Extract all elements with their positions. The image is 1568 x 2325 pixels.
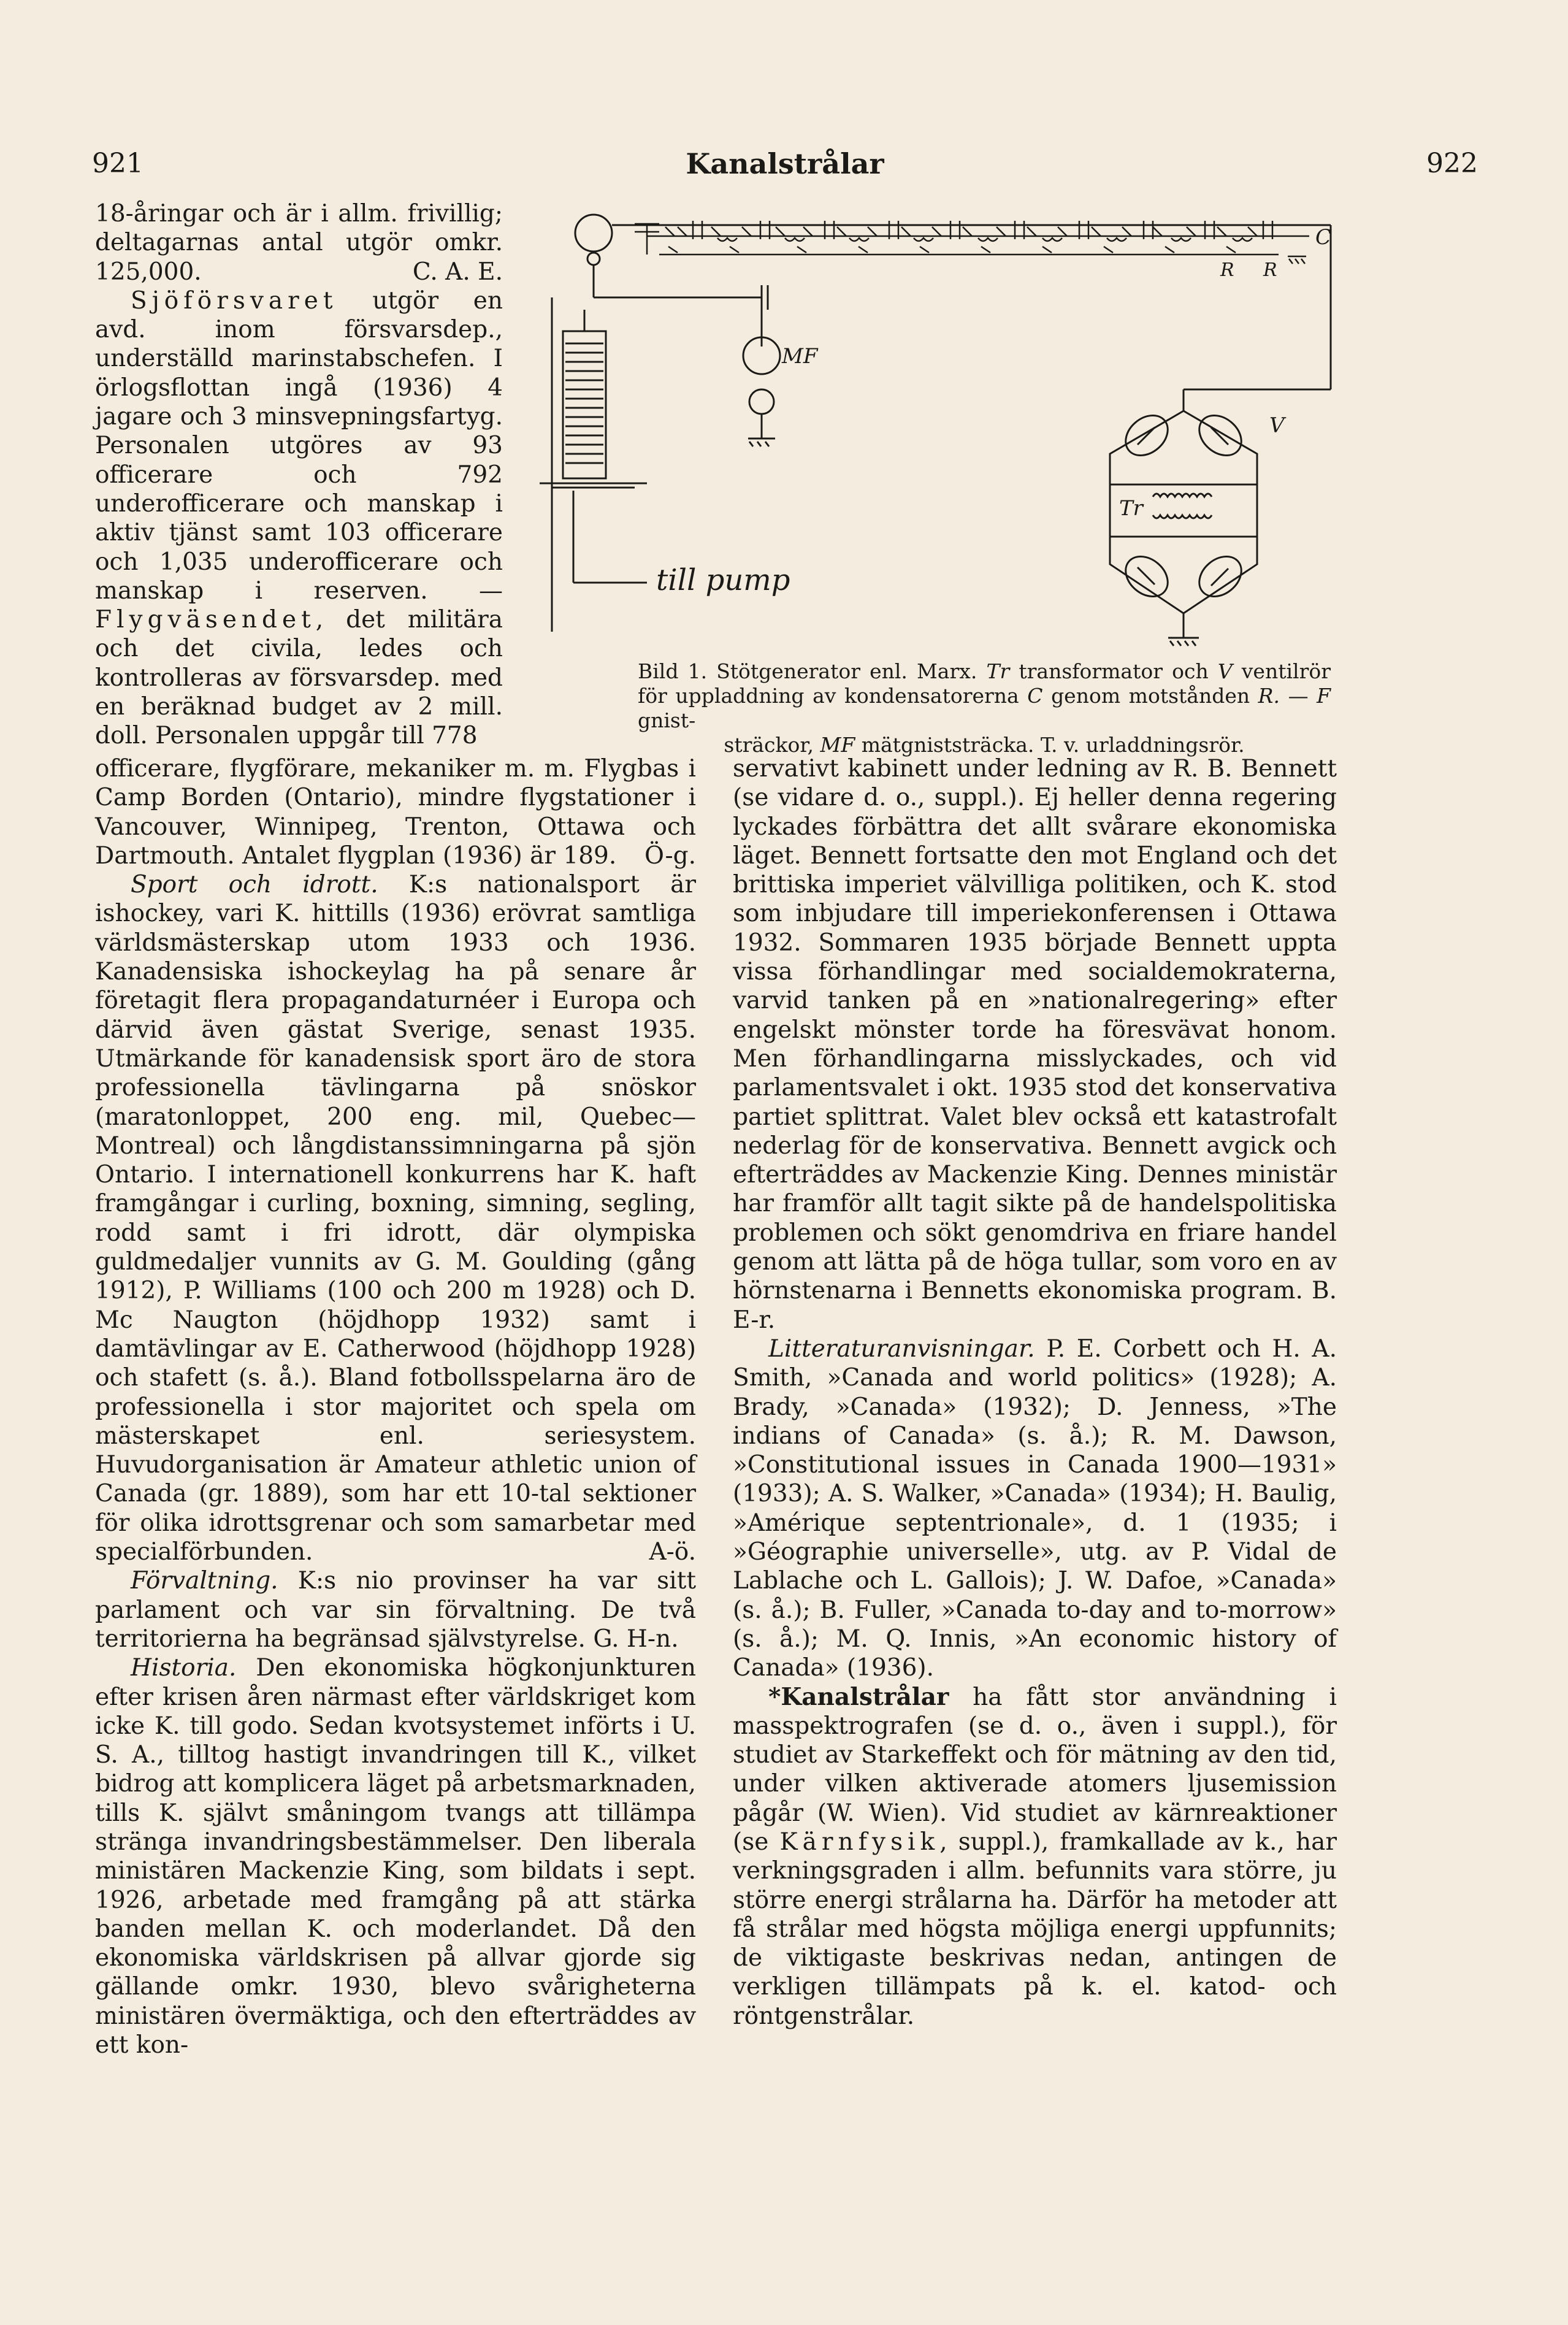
circuit-diagram xyxy=(540,190,1337,668)
text: , suppl.), framkallade av k., har verkningsgraden i allm. befunnits vara större, ju större energi strålarna ha. Därför ha metoder att få strålar med högsta möjliga energi uppfunnits; de viktigaste beskrivas nedan, antingen de verkligen tillämpats på k. el. katod- och röntgenstrålar. xyxy=(733,1828,1337,2030)
section-heading: Sport och idrott. xyxy=(131,871,378,899)
caption-abbr: V xyxy=(1217,659,1233,683)
left-column-main xyxy=(95,754,696,2059)
section-heading: Litteraturanvisningar. xyxy=(768,1335,1035,1363)
caption-text: ventilrör för uppladdning av kondensatorerna xyxy=(638,659,1331,708)
section-heading: Förvaltning. xyxy=(131,1567,278,1595)
paragraph-sport xyxy=(95,870,696,1566)
text: K:s nationalsport är ishockey, vari K. hittills (1936) erövrat samtliga världsmästerskap utom 1933 och 1936. Kanadensiska ishockeylag ha på senare år företagit flera propagandaturnéer i Europa och därvid även gästat Sverige, senast 1935. Utmärkande för kanadensisk sport äro de stora professionella tävlingarna på snöskor (maratonloppet, 200 eng. mil, Quebec—Montreal) och långdistanssimningarna på sjön Ontario. I internationell konkurrens har K. haft framgångar i curling, boxning, simning, segling, rodd samt i fri idrott, där olympiska guldmedaljer vunnits av G. M. Goulding (gång 1912), P. Williams (100 och 200 m 1928) och D. Mc Naugton (höjdhopp 1932) samt i damtävlingar av E. Catherwood (höjdhopp 1928) och stafett (s. å.). Bland fotbollsspelarna äro de professionella i stor majoritet och spela om mästerskapet enl. seriesystem. Huvudorganisation är Amateur athletic union of Canada (gr. 1889), som har ett 10-tal sektioner för olika idrottsgrenar och som samarbetar med specialförbunden. xyxy=(95,871,696,1566)
paragraph xyxy=(733,754,1337,1335)
text: K:s nio provinser ha var sitt parlament och var sin förvaltning. De två territorierna ha begränsad självstyrelse. G. H-n. xyxy=(95,1567,696,1653)
paragraph-forvaltning xyxy=(95,1566,696,1653)
terminal-circle xyxy=(575,215,612,251)
caption-abbr: C xyxy=(1027,684,1043,708)
paragraph-kanalstralar xyxy=(733,1683,1337,2031)
caption-text: mätgniststräcka. T. v. urladdningsrör. xyxy=(861,733,1245,757)
text: officerare, flygförare, mekaniker m. m. Flygbas i Camp Borden (Ontario), mindre flygstationer i Vancouver, Winnipeg, Trenton, Ottawa och Dartmouth. Antalet flygplan (1936) är 189. xyxy=(95,755,696,870)
caption-text: Stötgenerator enl. Marx. xyxy=(716,659,977,683)
paragraph-historia xyxy=(95,1653,696,2059)
text: , det militära och det civila, ledes och kontrolleras av försvarsdep. med en beräknad budget av 2 mill. doll. Personalen uppgår till 778 xyxy=(95,606,503,750)
capacitor-ladder xyxy=(635,221,1309,264)
caption-last-line xyxy=(638,733,1331,757)
label-r1: R xyxy=(1220,259,1234,281)
text: utgör en avd. inom försvarsdep., underställd marinstabschefen. I örlogsflottan ingå (1936) 4 jagare och 3 minsvepningsfartyg. Personalen utgöres av 93 officerare och 792 underofficerare och manskap i aktiv tjänst samt 103 officerare och 1,035 underofficerare och manskap i reserven. — xyxy=(95,286,503,605)
page-title: Kanalstrålar xyxy=(686,147,884,180)
caption-text: — xyxy=(1288,684,1309,708)
caption-text: transformator och xyxy=(1019,659,1209,683)
author-signature: Ö-g. xyxy=(644,841,696,870)
caption-abbr: F xyxy=(1317,684,1331,708)
label-c: C xyxy=(1315,225,1332,250)
right-column-main xyxy=(733,754,1337,2031)
discharge-tube xyxy=(540,310,647,583)
spaced-term: Flygväsendet xyxy=(95,606,316,634)
caption-abbr: R. xyxy=(1258,684,1280,708)
text: P. E. Corbett och H. A. Smith, »Canada and world politics» (1928); A. Brady, »Canada» (1932); D. Jenness, »The indians of Canada» (s. å.); R. M. Dawson, »Constitutional issues in Canada 1900—1931» (1933); A. S. Walker, »Canada» (1934); H. Baulig, »Amérique septentrionale», d. 1 (1935; i »Géographie universelle», utg. av P. Vidal de Lablache och L. Gallois); J. W. Dafoe, »Canada» (s. å.); B. Fuller, »Canada to-day and to-morrow» (s. å.); M. Q. Innis, »An economic history of Canada» (1936). xyxy=(733,1335,1337,1682)
caption-text: sträckor, xyxy=(724,733,814,757)
paragraph xyxy=(95,286,503,751)
label-till-pump: till pump xyxy=(656,563,790,597)
label-tr: Tr xyxy=(1119,496,1143,521)
paragraph xyxy=(95,199,503,286)
figure-caption xyxy=(638,659,1331,757)
text: Den ekonomiska högkonjunkturen efter krisen åren närmast efter världskriget kom icke K. till godo. Sedan kvotsystemet införts i U. S. A., tilltog hastigt invandringen till K., vilket bidrog att komplicera läget på arbetsmarknaden, tills K. självt småningom tvangs att tillämpa stränga invandringsbestämmelser. Den liberala ministären Mackenzie King, som bildats i sept. 1926, arbetade med framgång på att stärka banden mellan K. och moderlandet. Då den ekonomiska världskrisen på allvar gjorde sig gällande omkr. 1930, blevo svårigheterna ministären övermäktiga, och den efterträddes av ett kon- xyxy=(95,1654,696,2059)
paragraph-litteratur xyxy=(733,1335,1337,1683)
small-terminal xyxy=(587,253,600,265)
page-number-right: 922 xyxy=(1426,148,1478,179)
label-mf: MF xyxy=(782,344,818,369)
label-v: V xyxy=(1269,413,1285,438)
author-signature: A-ö. xyxy=(649,1538,696,1566)
entry-heading: *Kanalstrålar xyxy=(768,1682,949,1711)
paragraph xyxy=(95,754,696,870)
spaced-term: Sjöförsvaret xyxy=(131,286,338,315)
page-header xyxy=(92,142,1478,185)
circuit-figure xyxy=(540,190,1337,668)
page-number-left: 921 xyxy=(92,148,143,179)
spaced-term: Kärnfysik xyxy=(779,1828,940,1856)
text: ha fått stor användning i masspektrografen (se d. o., även i suppl.), för studiet av Starkeffekt och för mätning av den tid, under vilken aktiverade atomers ljusemission pågår (W. Wien). Vid studiet av kärnreaktioner (se xyxy=(733,1683,1337,1856)
caption-text: genom motstånden xyxy=(1051,684,1250,708)
measuring-gap xyxy=(743,310,780,446)
caption-abbr: Tr xyxy=(986,659,1010,683)
text: servativt kabinett under ledning av R. B. Bennett (se vidare d. o., suppl.). Ej heller denna regering lyckades förbättra det allt svårare ekonomiska läget. Bennett fortsatte den mot England och det brittiska imperiet välvilliga politiken, och K. stod som inbjudare till imperiekonferensen i Ottawa 1932. Sommaren 1935 började Bennett uppta vissa förhandlingar med socialdemokraterna, varvid tanken på en »nationalregering» efter engelskt mönster torde ha föresvävat honom. Men förhandlingarna misslyckades, och vid parlamentsvalet i okt. 1935 stod det konservativa partiet splittrat. Valet blev också ett katastrofalt nederlag för de konservativa. Bennett avgick och efterträddes av Mackenzie King. Dennes ministär har framför allt tagit sikte på de handelspolitiska problemen och sökt genomdriva en friare handel genom att lätta på de höga tullar, som voro en av hörnstenarna i Bennetts ekonomiska program. B. E-r. xyxy=(733,755,1337,1334)
caption-text: gnist- xyxy=(638,708,696,732)
text: 18-åringar och är i allm. frivillig; deltagarnas antal utgör omkr. 125,000. xyxy=(95,200,503,286)
section-heading: Historia. xyxy=(131,1654,237,1682)
caption-number: Bild 1. xyxy=(638,659,708,683)
left-column-top xyxy=(95,199,503,751)
rectifier-bridge xyxy=(1110,225,1331,646)
label-r2: R xyxy=(1263,259,1277,281)
caption-abbr: MF xyxy=(820,733,855,757)
author-signature: C. A. E. xyxy=(412,258,503,286)
